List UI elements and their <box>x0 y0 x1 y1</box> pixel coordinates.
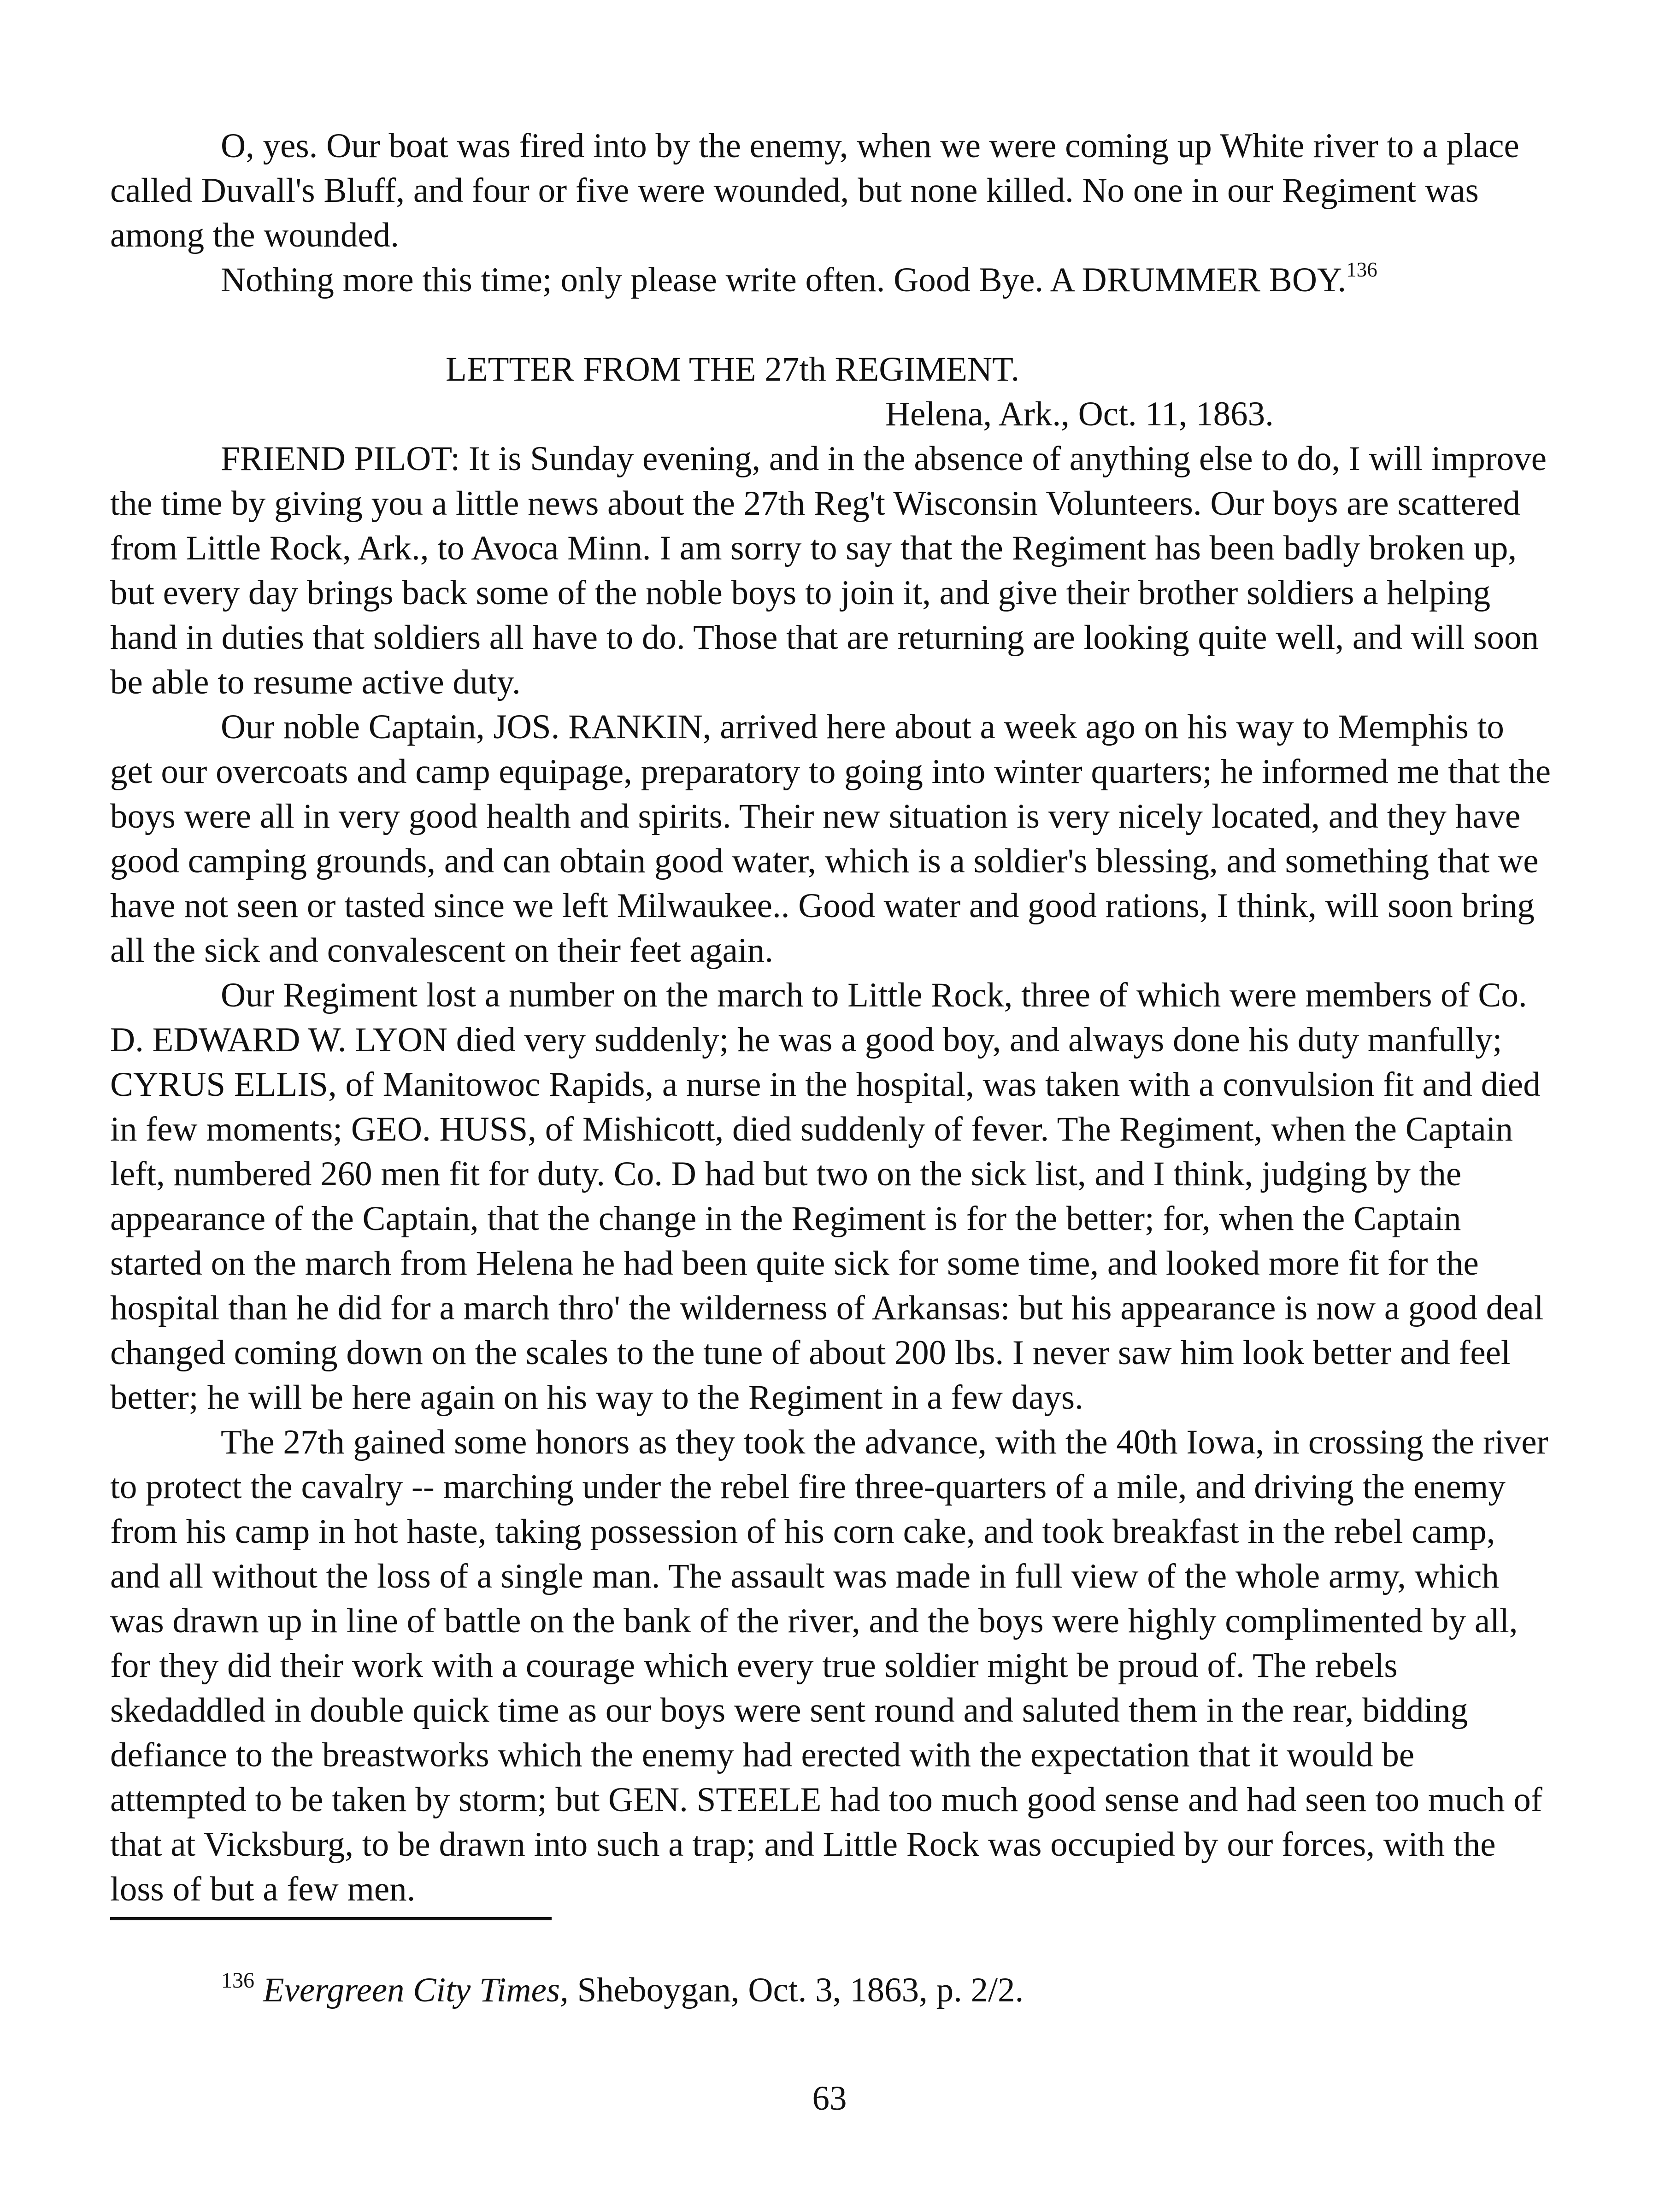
footnote <box>221 1968 1558 2012</box>
letter-two-paragraph-1: FRIEND PILOT: It is Sunday evening, and in the absence of anything else to do, I will improve the time by giving you a little news about the 27th Reg't Wisconsin Volunteers. Our boys are scattered from Little Rock, Ark., to Avoca Minn. I am sorry to say that the Regiment has been badly broken up, but every day brings back some of the noble boys to join it, and give their brother soldiers a helping hand in duties that soldiers all have to do. Those that are returning are looking quite well, and will soon be able to resume active duty. <box>110 440 1547 701</box>
footnote-source-title: Evergreen City Times, <box>263 1971 569 2009</box>
main-text <box>110 124 1553 1912</box>
footnote-source-details: Sheboygan, Oct. 3, 1863, p. 2/2. <box>568 1971 1024 2009</box>
page-number: 63 <box>812 2079 847 2118</box>
letter-two-heading: LETTER FROM THE 27th REGIMENT. <box>446 350 1020 388</box>
letter-two-paragraph-3: Our Regiment lost a number on the march to Little Rock, three of which were members of Co. D. EDWARD W. LYON died very suddenly; he was a good boy, and always done his duty manfully; CYRUS ELLIS, of Manitowoc Rapids, a nurse in the hospital, was taken with a convulsion fit and died in few moments; GEO. HUSS, of Mishicott, died suddenly of fever. The Regiment, when the Captain left, numbered 260 men fit for duty. Co. D had but two on the sick list, and I think, judging by the appearance of the Captain, that the change in the Regiment is for the better; for, when the Captain started on the march from Helena he had been quite sick for some time, and looked more fit for the hospital than he did for a march thro' the wilderness of Arkansas: but his appearance is now a good deal changed coming down on the scales to the tune of about 200 lbs. I never saw him look better and feel better; he will be here again on his way to the Regiment in a few days. <box>110 976 1544 1417</box>
footnote-reference[interactable]: 136 <box>1346 258 1377 281</box>
letter-two-paragraph-4: The 27th gained some honors as they took the advance, with the 40th Iowa, in crossing the river to protect the cavalry -- marching under the rebel fire three-quarters of a mile, and driving the enemy from his camp in hot haste, taking possession of his corn cake, and took breakfast in the rebel camp, and all without the loss of a single man. The assault was made in full view of the whole army, which was drawn up in line of battle on the bank of the river, and the boys were highly complimented by all, for they did their work with a courage which every true soldier might be proud of. The rebels skedaddled in double quick time as our boys were sent round and saluted them in the rear, bidding defiance to the breastworks which the enemy had erected with the expectation that it would be attempted to be taken by storm; but GEN. STEELE had too much good sense and had seen too much of that at Vicksburg, to be drawn into such a trap; and Little Rock was occupied by our forces, with the loss of but a few men. <box>110 1423 1548 1908</box>
footnote-divider <box>110 1917 552 1920</box>
letter-two-paragraph-2: Our noble Captain, JOS. RANKIN, arrived here about a week ago on his way to Memphis to get our overcoats and camp equipage, preparatory to going into winter quarters; he informed me that the boys were all in very good health and spirits. Their new situation is very nicely located, and they have good camping grounds, and can obtain good water, which is a soldier's blessing, and something that we have not seen or tasted since we left Milwaukee.. Good water and good rations, I think, will soon bring all the sick and convalescent on their feet again. <box>110 708 1551 970</box>
footnote-number: 136 <box>221 1968 254 1993</box>
letter-one-paragraph-1: O, yes. Our boat was fired into by the enemy, when we were coming up White river to a place called Duvall's Bluff, and four or five were wounded, but none killed. No one in our Regiment was among the wounded. <box>110 127 1519 254</box>
letter-one-closing <box>110 258 1553 302</box>
letter-one-closing-text: Nothing more this time; only please write often. Good Bye. A DRUMMER BOY. <box>221 261 1347 299</box>
letter-two-dateline: Helena, Ark., Oct. 11, 1863. <box>885 395 1274 433</box>
